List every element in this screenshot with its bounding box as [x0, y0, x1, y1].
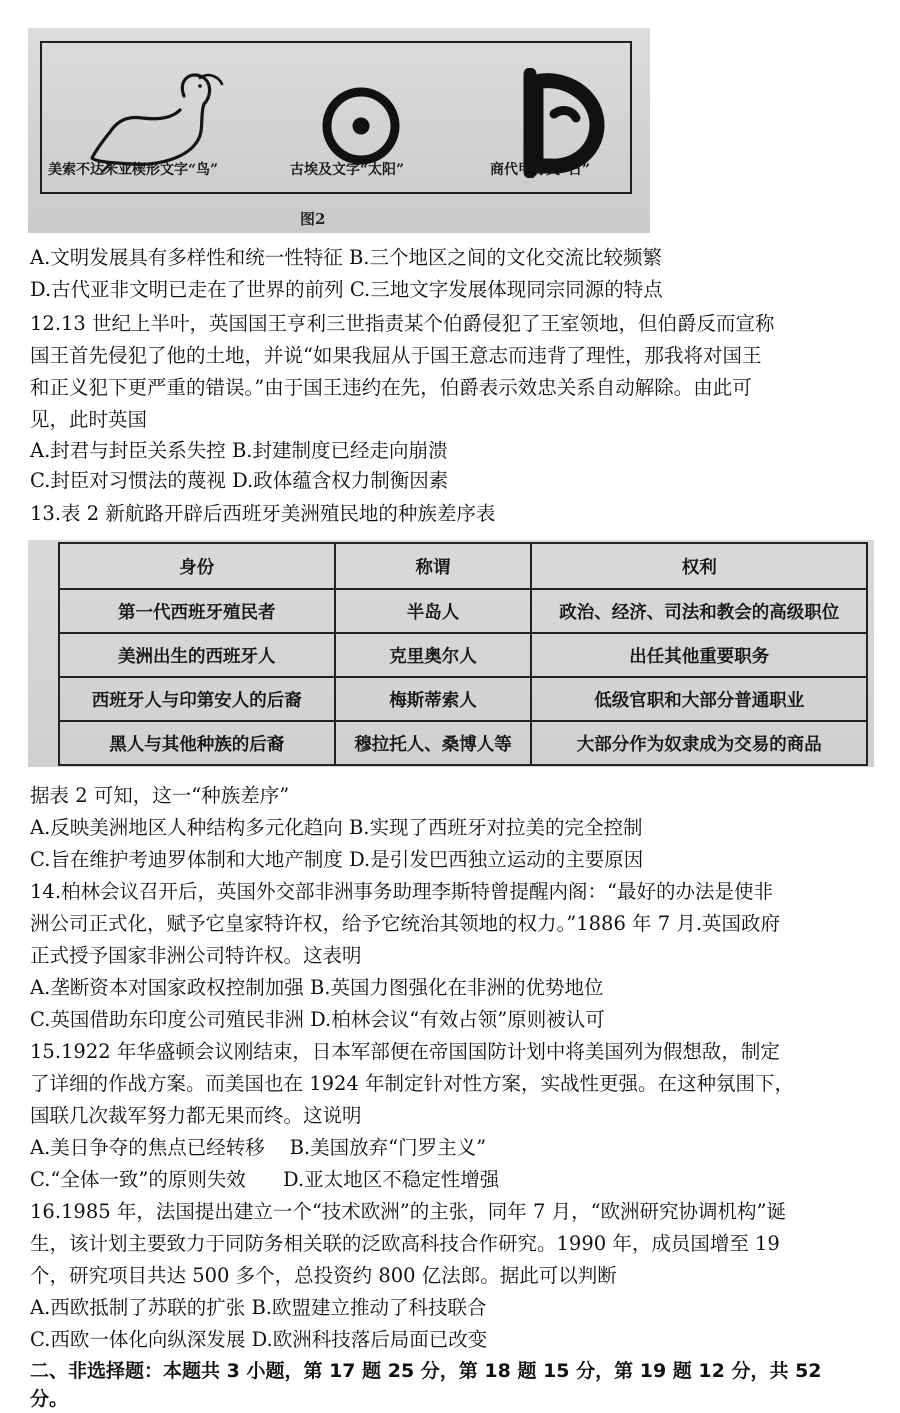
q15-stem-line: 了详细的作战方案。而美国也在 1924 年制定针对性方案，实战性更强。在这种氛围下， [30, 1072, 795, 1095]
table-cell: 出任其他重要职务 [531, 633, 867, 677]
table-row [59, 589, 867, 633]
table-header-cell: 身份 [59, 543, 335, 589]
table-row [59, 721, 867, 765]
q14-stem-line: 14.柏林会议召开后，英国外交部非洲事务助理李斯特曾提醒内阁：“最好的办法是使非 [30, 880, 773, 903]
table-row [59, 633, 867, 677]
q16-stem-line: 生，该计划主要致力于同防务相关联的泛欧高科技合作研究。1990 年，成员国增至 19 [30, 1232, 780, 1255]
q15-stem-line: 国联几次裁军努力都无果而终。这说明 [30, 1104, 362, 1127]
q12-option-line: A.封君与封臣关系失控 B.封建制度已经走向崩溃 [30, 439, 448, 462]
table-cell: 第一代西班牙殖民者 [59, 589, 335, 633]
q12-stem-line: 和正义犯下更严重的错误。”由于国王违约在先，伯爵表示效忠关系自动解除。由此可 [30, 376, 752, 399]
egyptian-sun-glyph [318, 83, 404, 169]
table-2 [28, 540, 874, 767]
table-header-cell: 称谓 [335, 543, 532, 589]
q11-option-line-1: A.文明发展具有多样性和统一性特征 B.三个地区之间的文化交流比较频繁 [30, 246, 663, 269]
q15-stem-line: 15.1922 年华盛顿会议刚结束，日本军部便在帝国国防计划中将美国列为假想敌，制定 [30, 1040, 780, 1063]
table-row [59, 677, 867, 721]
table-cell: 穆拉托人、桑博人等 [335, 721, 532, 765]
q13-stem-after: 据表 2 可知，这一“种族差序” [30, 784, 290, 807]
section-2-heading: 二、非选择题：本题共 3 小题，第 17 题 25 分，第 18 题 15 分，第 19 题 12 分，共 52 [30, 1360, 822, 1382]
caption-bird: 美索不达米亚楔形文字“鸟” [48, 162, 219, 178]
q12-option-line: C.封臣对习惯法的蔑视 D.政体蕴含权力制衡因素 [30, 469, 449, 492]
q15-option-line: A.美日争夺的焦点已经转移 B.美国放弃“门罗主义” [30, 1136, 487, 1159]
q14-stem-line: 正式授予国家非洲公司特许权。这表明 [30, 944, 362, 967]
q13-option-line: C.旨在维护考迪罗体制和大地产制度 D.是引发巴西独立运动的主要原因 [30, 848, 644, 871]
q15-option-line: C.“全体一致”的原则失效 D.亚太地区不稳定性增强 [30, 1168, 500, 1191]
caption-day: 商代甲骨文“日” [490, 162, 591, 178]
table-header-row [59, 543, 867, 589]
q16-stem-line: 个，研究项目共达 500 多个，总投资约 800 亿法郎。据此可以判断 [30, 1264, 617, 1287]
q14-option-line: A.垄断资本对国家政权控制加强 B.英国力图强化在非洲的优势地位 [30, 976, 604, 999]
q13-title: 13.表 2 新航路开辟后西班牙美洲殖民地的种族差序表 [30, 502, 496, 525]
q12-stem-line: 国王首先侵犯了他的土地，并说“如果我屈从于国王意志而违背了理性，那我将对国王 [30, 344, 762, 367]
table-cell: 政治、经济、司法和教会的高级职位 [531, 589, 867, 633]
q13-option-line: A.反映美洲地区人种结构多元化趋向 B.实现了西班牙对拉美的完全控制 [30, 816, 643, 839]
section-2-heading-cont: 分。 [30, 1388, 69, 1410]
table-cell: 美洲出生的西班牙人 [59, 633, 335, 677]
table-cell: 克里奥尔人 [335, 633, 532, 677]
race-hierarchy-table [58, 542, 868, 766]
q16-stem-line: 16.1985 年，法国提出建立一个“技术欧洲”的主张，同年 7 月，“欧洲研究协调机构”诞 [30, 1200, 787, 1223]
q12-stem-line: 见，此时英国 [30, 408, 148, 431]
table-cell: 西班牙人与印第安人的后裔 [59, 677, 335, 721]
table-header-cell: 权利 [531, 543, 867, 589]
q14-option-line: C.英国借助东印度公司殖民非洲 D.柏林会议“有效占领”原则被认可 [30, 1008, 605, 1031]
q11-option-line-2: D.古代亚非文明已走在了世界的前列 C.三地文字发展体现同宗同源的特点 [30, 278, 663, 301]
table-cell: 黑人与其他种族的后裔 [59, 721, 335, 765]
q12-stem-line: 12.13 世纪上半叶，英国国王亨利三世指责某个伯爵侵犯了王室领地，但伯爵反而宣称 [30, 312, 775, 335]
table-cell: 梅斯蒂索人 [335, 677, 532, 721]
q16-option-line: A.西欧抵制了苏联的扩张 B.欧盟建立推动了科技联合 [30, 1296, 487, 1319]
q16-option-line: C.西欧一体化向纵深发展 D.欧洲科技落后局面已改变 [30, 1328, 488, 1351]
table-cell: 半岛人 [335, 589, 532, 633]
figure-title: 图2 [300, 210, 326, 228]
table-cell: 大部分作为奴隶成为交易的商品 [531, 721, 867, 765]
caption-sun: 古埃及文字“太阳” [290, 162, 405, 178]
table-cell: 低级官职和大部分普通职业 [531, 677, 867, 721]
q14-stem-line: 洲公司正式化，赋予它皇家特许权，给予它统治其领地的权力。”1886 年 7 月.英国政府 [30, 912, 781, 935]
figure-2 [28, 28, 650, 233]
